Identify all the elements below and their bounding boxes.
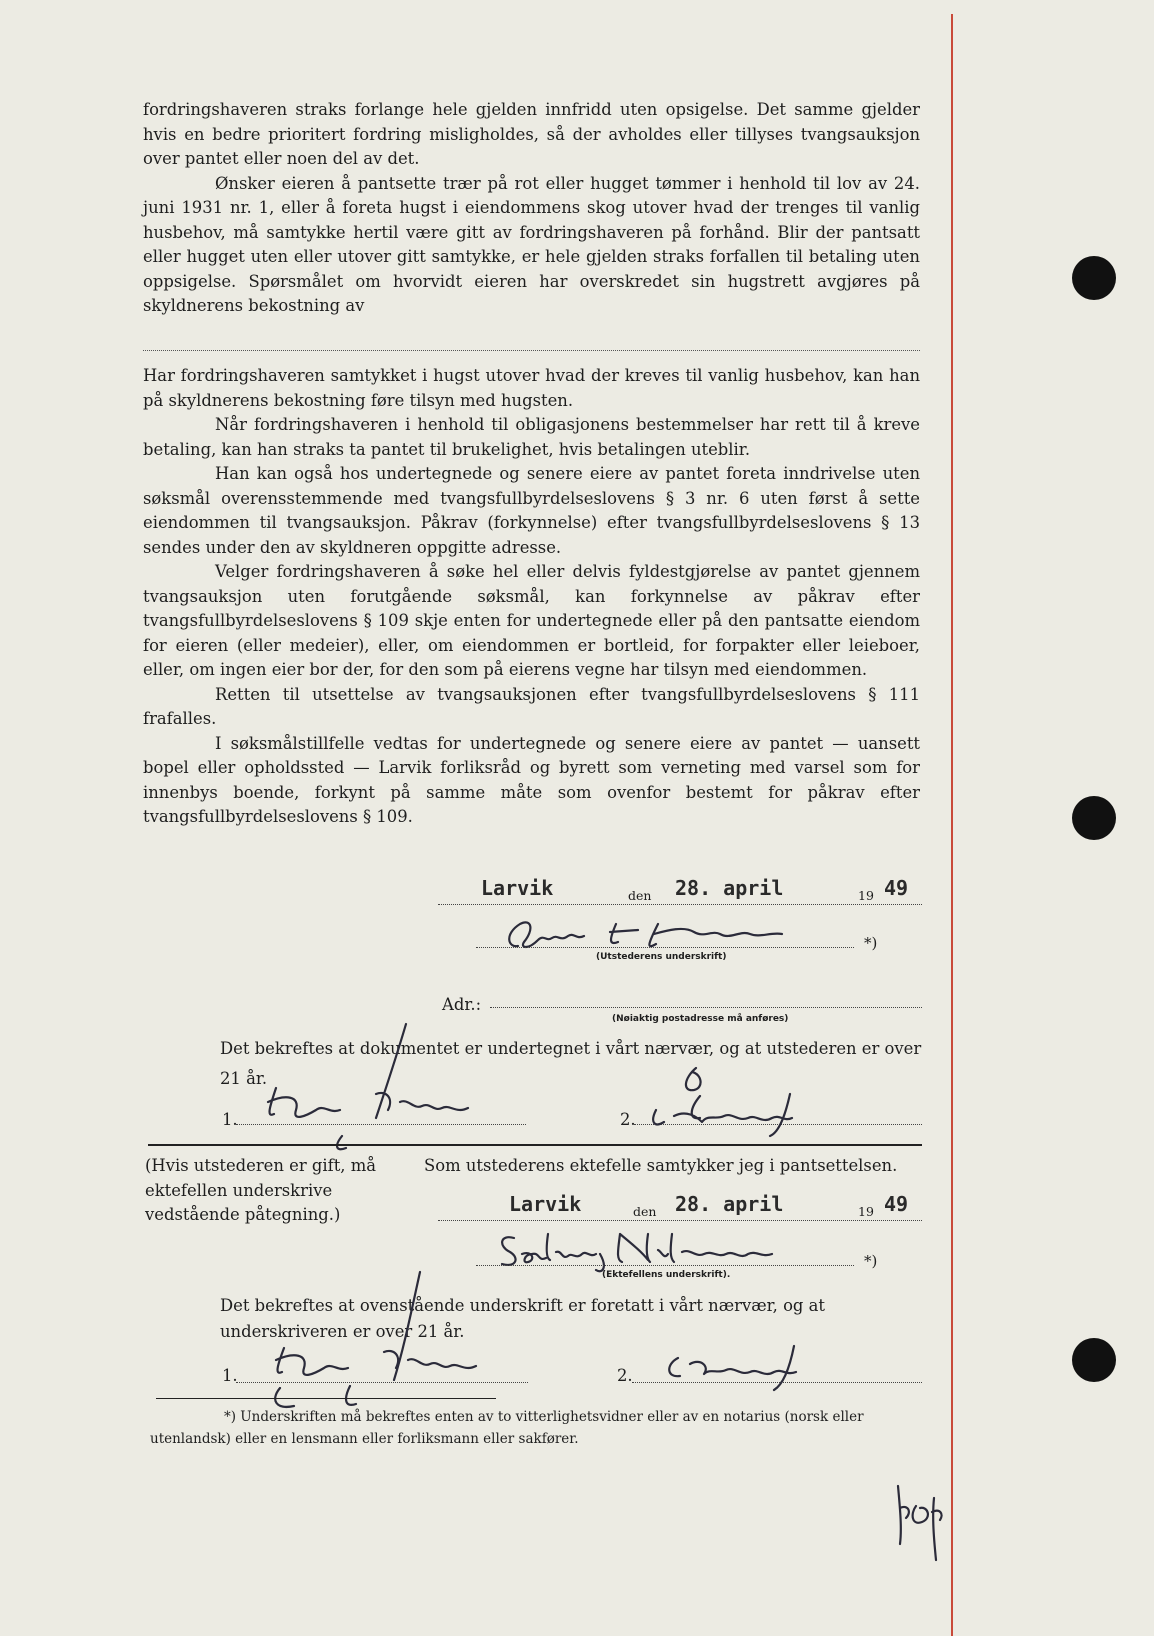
- witness-statement-2: Det bekreftes at ovenstående underskrift er foretatt i vårt nærvær, og at underskriveren er over 21 år.: [220, 1296, 825, 1341]
- signature-line: [476, 1265, 854, 1266]
- spouse-asterisk: *): [864, 1252, 878, 1270]
- witness-statement-1: Det bekreftes at dokumentet er undertegnet i vårt nærvær, og at utstederen er over 21 år.: [220, 1039, 922, 1088]
- spouse-place: Larvik: [509, 1192, 582, 1216]
- signature-line: [476, 947, 854, 948]
- paragraph: fordringshaveren straks forlange hele gjelden innfridd uten opsigelse. Det samme gjelder hvis en bedre prioritert fordring misligholdes, så der avholdes eller tillyses tvangsauksjon over pantet eller noen del av det.: [143, 100, 920, 168]
- section-divider: [148, 1144, 922, 1146]
- spouse-den-label: den: [633, 1204, 657, 1219]
- paragraph: Han kan også hos undertegnede og senere eiere av pantet foreta inndrivelse uten søksmål overensstemmende med tvangsfullbyrdelseslovens § 3 nr. 6 uten først å sette eiendommen til tvangsauksjon. Påkrav (forkynnelse) efter tvangsfullbyrdelseslovens § 13 sendes under den av skyldneren oppgitte adresse.: [143, 464, 920, 557]
- address-line: [490, 1007, 922, 1008]
- address-caption: (Nøiaktig postadresse må anføres): [612, 1014, 789, 1024]
- witness-signature-1: [236, 1018, 506, 1158]
- issuer-year-prefix: 19: [858, 888, 874, 903]
- issuer-date: 28. april: [675, 876, 784, 900]
- punch-hole: [1072, 256, 1116, 300]
- witness-signature-2: [640, 1048, 840, 1138]
- footnote-divider: [156, 1398, 496, 1399]
- witness-signature-3: [240, 1268, 510, 1416]
- top-paragraphs: [143, 98, 920, 319]
- address-label: Adr.:: [442, 995, 482, 1014]
- issuer-signature-caption: (Utstederens underskrift): [596, 952, 727, 962]
- witness-signature-4: [640, 1318, 840, 1398]
- punch-hole: [1072, 1338, 1116, 1382]
- spouse-year-prefix: 19: [858, 1204, 874, 1219]
- punch-hole: [1072, 796, 1116, 840]
- spouse-year-suffix: 49: [884, 1192, 909, 1216]
- spouse-signature-caption: (Ektefellens underskrift).: [602, 1270, 731, 1280]
- margin-line: [951, 14, 953, 1636]
- paragraph: Har fordringshaveren samtykket i hugst utover hvad der kreves til vanlig husbehov, kan han på skyldnerens bekostning føre tilsyn med hugsten.: [143, 366, 920, 410]
- spouse-date: 28. april: [675, 1192, 784, 1216]
- issuer-place: Larvik: [481, 876, 554, 900]
- issuer-year-suffix: 49: [884, 876, 909, 900]
- paragraph: Velger fordringshaveren å søke hel eller delvis fyldestgjørelse av pantet gjennem tvangsauksjon uten forutgående søksmål, kan forkynnelse av påkrav efter tvangsfullbyrdelseslovens § 109 skje enten for undertegnede eller på den pantsatte eiendom for eieren (eller medeier), eller, om eiendommen er bortleid, for forpakter eller leieboer, eller, om ingen eier bor der, for den som på eierens vegne har tilsyn med eiendommen.: [143, 562, 920, 679]
- main-paragraphs: [143, 364, 920, 830]
- issuer-den-label: den: [628, 888, 652, 903]
- witness-number-1: 1.: [222, 1110, 238, 1129]
- issuer-asterisk: *): [864, 934, 878, 952]
- paragraph: I søksmålstillfelle vedtas for undertegnede og senere eiere av pantet — uansett bopel eller opholdssted — Larvik forliksråd og byrett som verneting med varsel som for innenbys boende, forkynt på samme måte som ovenfor bestemt for påkrav efter tvangsfullbyrdelseslovens § 109.: [143, 733, 920, 826]
- date-line: [438, 904, 922, 905]
- witness-number-2: 2.: [617, 1366, 633, 1385]
- spouse-note: (Hvis utstederen er gift, må ektefellen underskrive vedstående påtegning.): [145, 1156, 377, 1224]
- initials-mark: [888, 1478, 948, 1568]
- paragraph: Når fordringshaveren i henhold til obligasjonens bestemmelser har rett til å kreve betaling, kan han straks ta pantet til brukelighet, hvis betalingen uteblir.: [143, 415, 920, 459]
- witness-number-2: 2.: [620, 1110, 636, 1129]
- dotted-fill-line: [143, 350, 920, 351]
- witness-number-1: 1.: [222, 1366, 238, 1385]
- paragraph: Retten til utsettelse av tvangsauksjonen efter tvangsfullbyrdelseslovens § 111 frafalles.: [143, 684, 920, 728]
- footnote: *) Underskriften må bekreftes enten av to vitterlighetsvidner eller av en notarius (norsk eller utenlandsk) eller en lensmann eller forliksmann eller sakfører.: [150, 1409, 864, 1447]
- spouse-signature: [492, 1224, 832, 1274]
- spouse-consent: Som utstederens ektefelle samtykker jeg i pantsettelsen.: [424, 1156, 898, 1175]
- date-line: [438, 1220, 922, 1221]
- paragraph: Ønsker eieren å pantsette trær på rot eller hugget tømmer i henhold til lov av 24. juni 1931 nr. 1, eller å foreta hugst i eiendommens skog utover hvad der trenges til vanlig husbehov, må samtykke hertil være gitt av fordringshaveren på forhånd. Blir der pantsatt eller hugget uten eller utover gitt samtykke, er hele gjelden straks forfallen til betaling uten oppsigelse. Spørsmålet om hvorvidt eieren har overskredet sin hugstrett avgjøres på skyldnerens bekostning av: [143, 173, 920, 315]
